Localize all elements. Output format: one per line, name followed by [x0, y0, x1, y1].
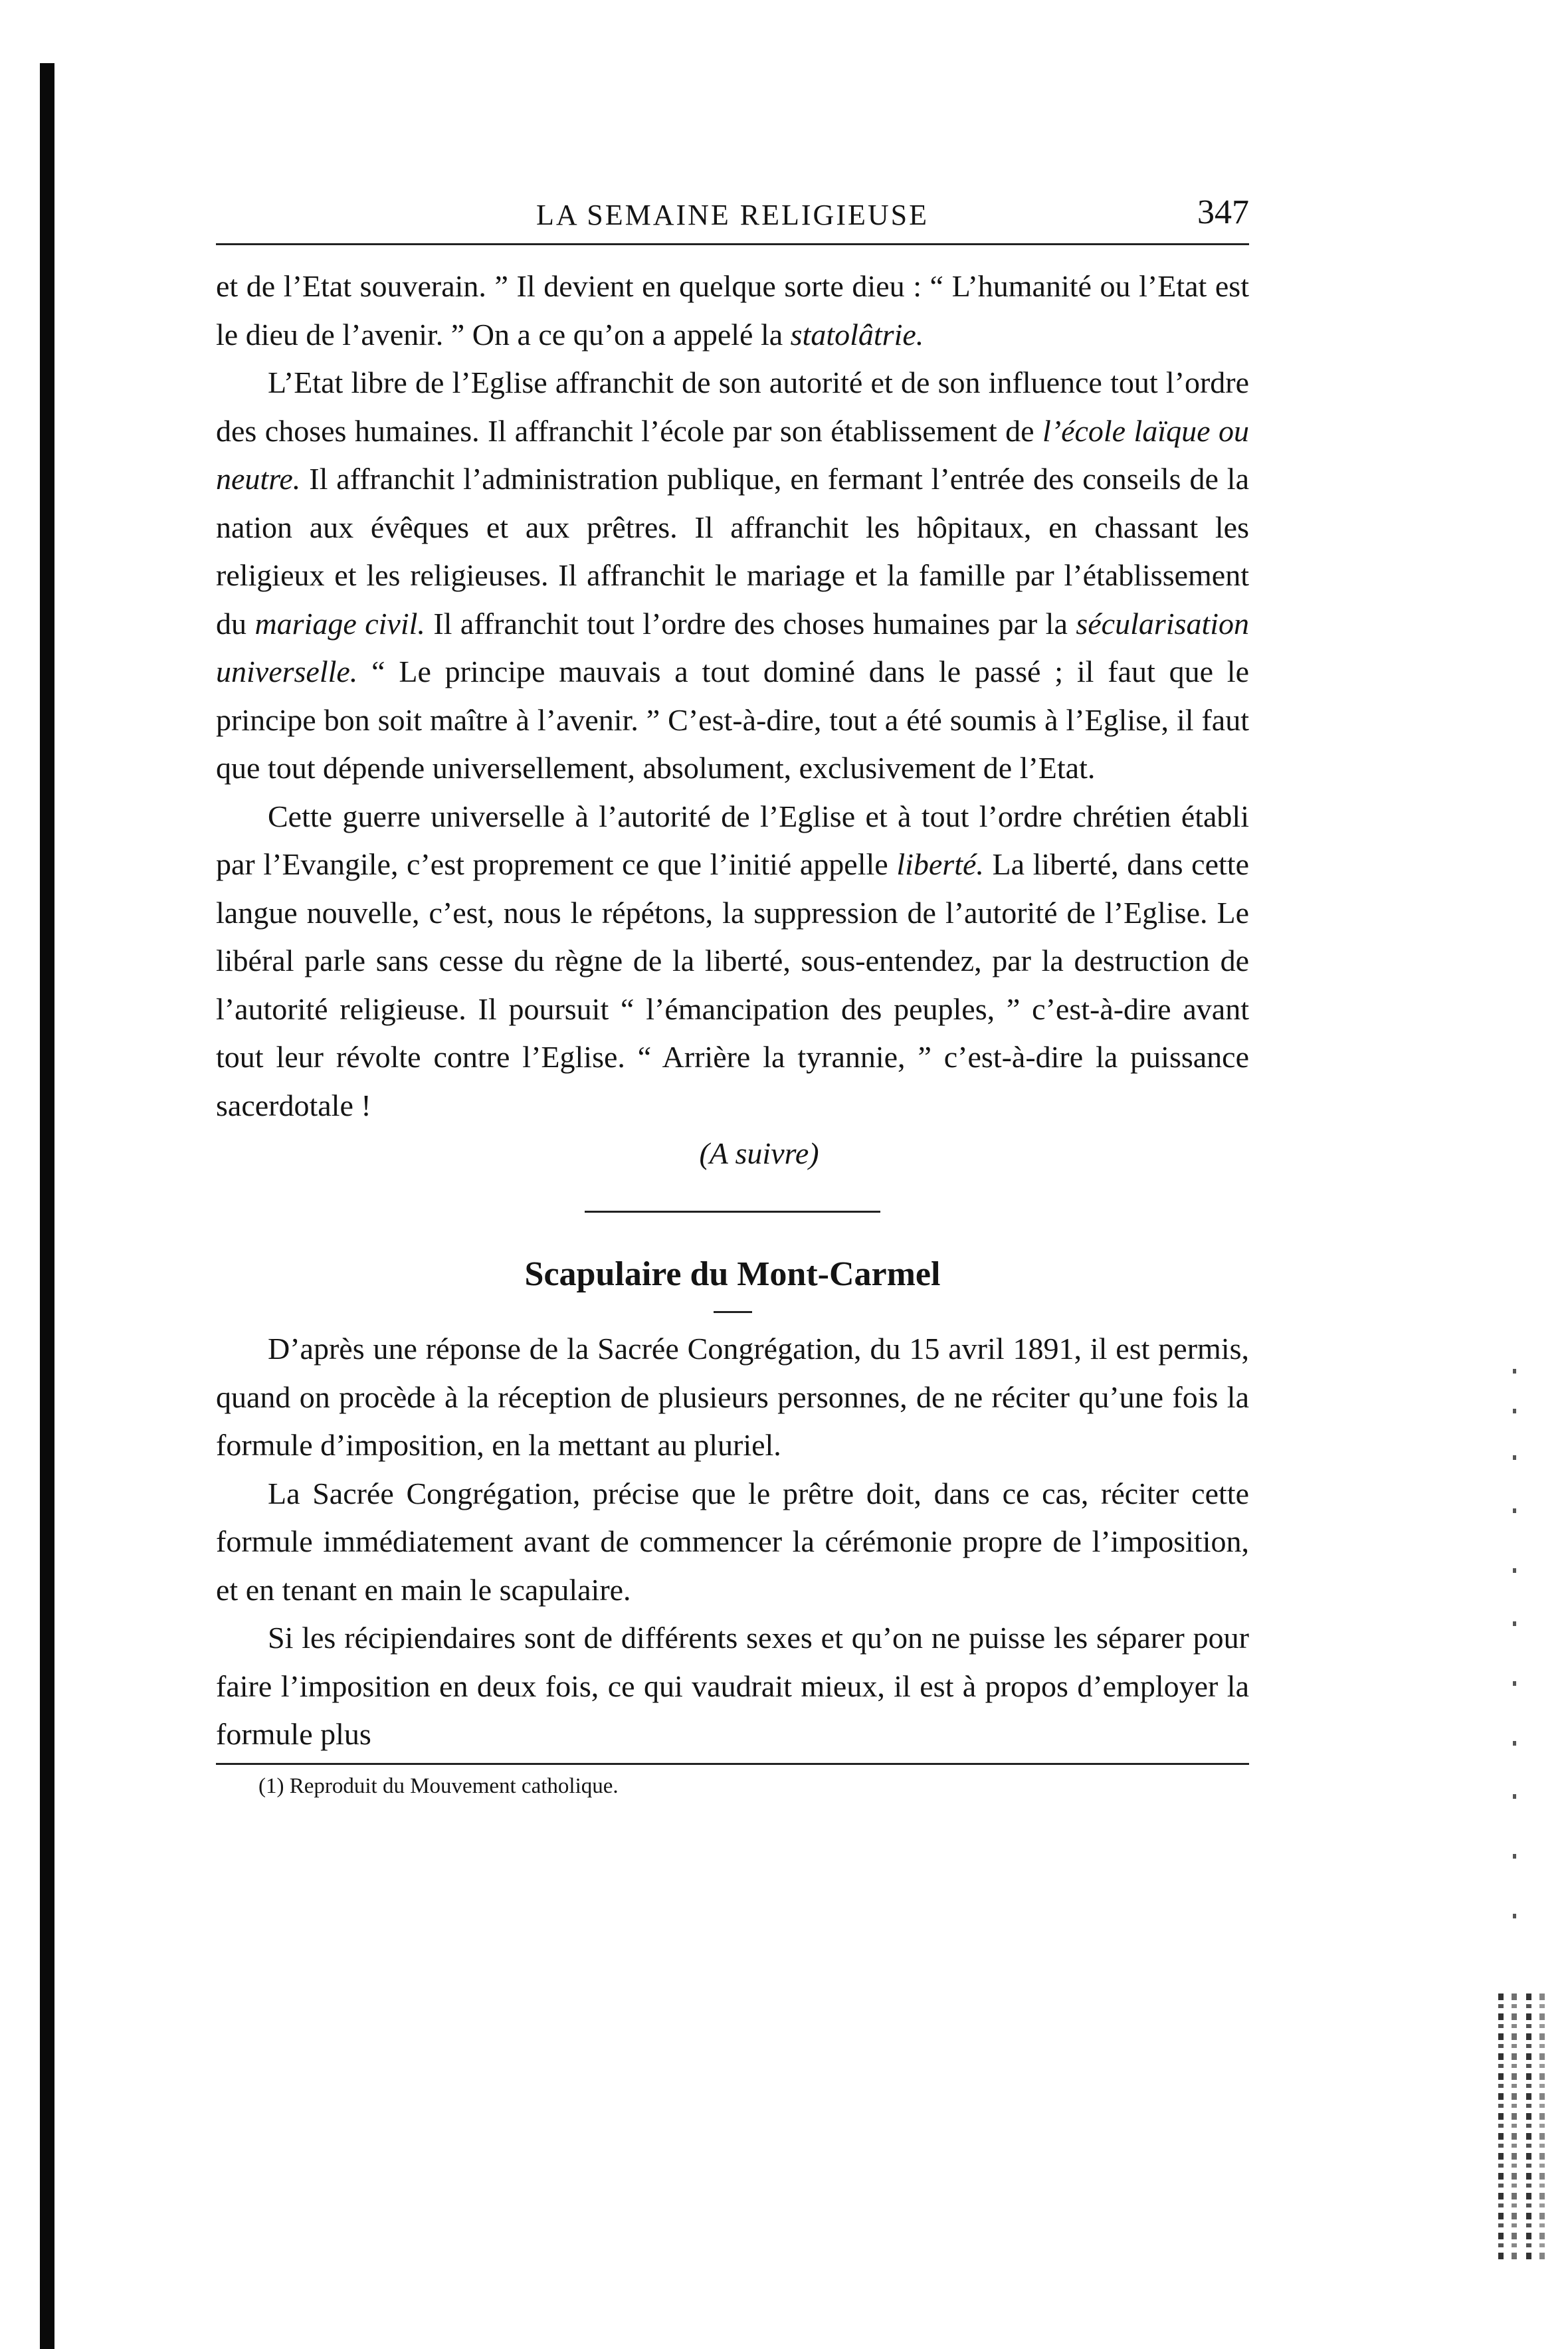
- italic-term: sécularisation universelle.: [216, 606, 1250, 688]
- running-title: LA SEMAINE RELIGIEUSE: [536, 199, 929, 231]
- italic-term: mariage civil.: [254, 606, 425, 641]
- italic-term: l’école laïque ou neutre.: [216, 413, 1250, 496]
- scan-strip-column: [1526, 1993, 1531, 2259]
- scan-speck: [1513, 1568, 1516, 1573]
- section-divider: [585, 1211, 880, 1213]
- scan-speck: [1513, 1508, 1516, 1513]
- footnote-rule: [216, 1763, 1249, 1765]
- to-be-continued: (A suivre): [699, 1136, 819, 1170]
- scan-speck: [1513, 1914, 1516, 1918]
- article-paragraph-3: [216, 793, 1249, 1130]
- scan-speck: [1513, 1854, 1516, 1859]
- title-dash: [714, 1311, 752, 1313]
- section-paragraph-1: D’après une réponse de la Sacrée Congrégation, du 15 avril 1891, il est permis, quand on procède à la réception de plusieurs personnes, de ne réciter qu’une fois la formule d’imposition, en la mettant au pluriel.: [216, 1332, 1249, 1462]
- paragraph-text: “ Le principe mauvais a tout dominé dans le passé ; il faut que le principe bon soit maître à l’avenir. ” C’est-à-dire, tout a été soumis à l’Eglise, il faut que tout dépende universellement, absolument, exclusivement de l’Etat.: [216, 655, 1249, 785]
- scan-binding-edge: [40, 63, 54, 2349]
- running-header: [216, 186, 1249, 239]
- paragraph-text: Il affranchit tout l’ordre des choses humaines par la: [425, 606, 1076, 641]
- footnote: (1) Reproduit du Mouvement catholique.: [258, 1774, 619, 1798]
- scan-speck: [1513, 1681, 1516, 1686]
- margin-scan-strip: [1492, 1993, 1551, 2259]
- section-paragraph-3: Si les récipiendaires sont de différents sexes et qu’on ne puisse les séparer pour faire l’imposition en deux fois, ce qui vaudrait mieux, il est à propos d’employer la formule plus: [216, 1621, 1249, 1751]
- article-paragraph-1: [216, 262, 1249, 359]
- scan-speck: [1513, 1621, 1516, 1626]
- scan-speck: [1513, 1409, 1516, 1413]
- paragraph-text: Il affranchit l’administration publique, en fermant l’entrée des conseils de la nation aux évêques et aux prêtres. Il affranchit les hôpitaux, en chassant les religieux et les religieuses. Il affranchit le mariage et la famille par l’établissement du: [216, 462, 1249, 641]
- margin-scan-specks: [1505, 1369, 1525, 1967]
- italic-term: statolâtrie.: [790, 317, 924, 352]
- document-page: [216, 186, 1249, 1801]
- paragraph-text: et de l’Etat souverain. ” Il devient en quelque sorte dieu : “ L’humanité ou l’Etat est le dieu de l’avenir. ” On a ce qu’on a appelé la: [216, 269, 1249, 352]
- scan-speck: [1513, 1455, 1516, 1460]
- scan-speck: [1513, 1741, 1516, 1746]
- section-title: Scapulaire du Mont-Carmel: [524, 1255, 941, 1293]
- scan-strip-column: [1498, 1993, 1504, 2259]
- scan-speck: [1513, 1369, 1516, 1374]
- scan-strip-column: [1512, 1993, 1517, 2259]
- italic-term: liberté.: [896, 847, 984, 881]
- paragraph-text: L’Etat libre de l’Eglise affranchit de son autorité et de son influence tout l’ordre des choses humaines. Il affranchit l’école par son établissement de: [216, 365, 1249, 448]
- paragraph-text: Cette guerre universelle à l’autorité de l’Eglise et à tout l’ordre chrétien établi par l’Evangile, c’est proprement ce que l’initié appelle: [216, 799, 1249, 881]
- paragraph-text: La liberté, dans cette langue nouvelle, c’est, nous le répétons, la suppression de l’autorité de l’Eglise. Le libéral parle sans cesse du règne de la liberté, sous-entendez, par la destruction de l’autorité religieuse. Il poursuit “ l’émancipation des peuples, ” c’est-à-dire avant tout leur révolte contre l’Eglise. “ Arrière la tyrannie, ” c’est-à-dire la puissance sacerdotale !: [216, 847, 1249, 1122]
- scan-speck: [1513, 1794, 1516, 1799]
- article-paragraph-2: [216, 359, 1249, 793]
- page-number: 347: [1197, 193, 1249, 231]
- scan-strip-column: [1539, 1993, 1545, 2259]
- header-rule: [216, 243, 1249, 245]
- section-paragraph-2: La Sacrée Congrégation, précise que le prêtre doit, dans ce cas, réciter cette formule immédiatement avant de commencer la cérémonie propre de l’imposition, et en tenant en main le scapulaire.: [216, 1476, 1249, 1607]
